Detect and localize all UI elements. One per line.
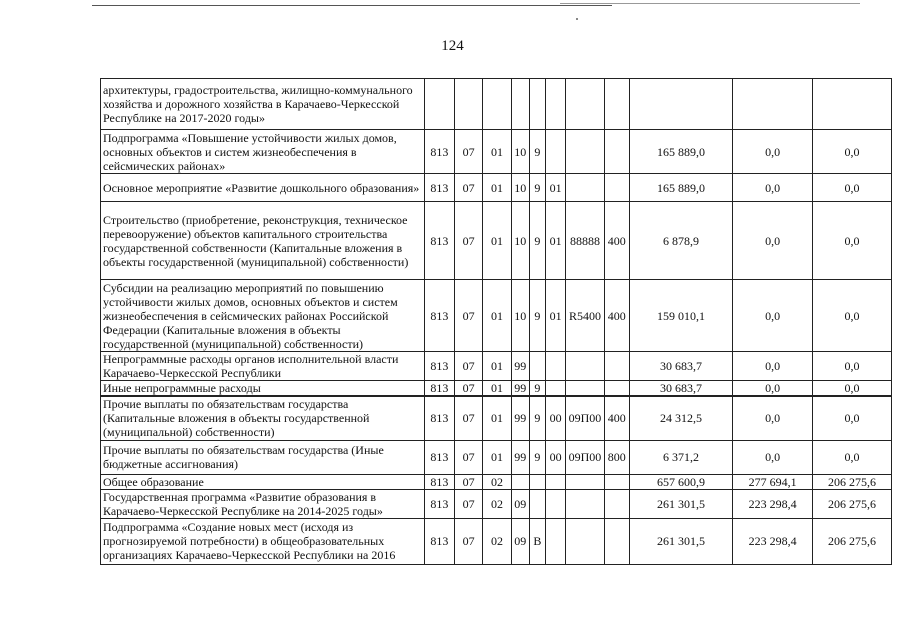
row-name-cell: Иные непрограммные расходы xyxy=(101,381,425,397)
code-cell-c3: 01 xyxy=(483,280,511,352)
code-cell-c6: 00 xyxy=(546,396,566,440)
amount-cell-v3 xyxy=(813,79,892,130)
table-row xyxy=(101,396,892,440)
table-row xyxy=(101,518,892,564)
amount-cell-v1: 6 371,2 xyxy=(629,440,732,474)
amount-cell-v3: 0,0 xyxy=(813,202,892,280)
table-row xyxy=(101,280,892,352)
code-cell-c4: 10 xyxy=(511,130,529,174)
code-cell-c5: 9 xyxy=(529,130,545,174)
table-row xyxy=(101,79,892,130)
code-cell-c7 xyxy=(566,79,604,130)
code-cell-c2: 07 xyxy=(455,280,483,352)
code-cell-c8: 400 xyxy=(604,280,629,352)
row-name-cell: Субсидии на реализацию мероприятий по повышению устойчивости жилых домов, основных объектов и систем жизнеобеспечения в сейсмических районах Российской Федерации (Капитальные вложения в объекты государственной (муниципальной) собственности) xyxy=(101,280,425,352)
code-cell-c6 xyxy=(546,381,566,397)
code-cell-c7 xyxy=(566,130,604,174)
amount-cell-v2: 0,0 xyxy=(733,381,813,397)
table-row xyxy=(101,474,892,489)
code-cell-c6 xyxy=(546,130,566,174)
row-name-cell: Государственная программа «Развитие образования в Карачаево-Черкесской Республике на 2014-2025 годы» xyxy=(101,489,425,518)
code-cell-c2: 07 xyxy=(455,174,483,202)
code-cell-c7 xyxy=(566,474,604,489)
code-cell-c6: 01 xyxy=(546,174,566,202)
code-cell-c5 xyxy=(529,474,545,489)
row-name-cell: Строительство (приобретение, реконструкция, техническое перевооружение) объектов капитального строительства государственной собственности (Капитальные вложения в объекты государственной (муниципальной) собственности) xyxy=(101,202,425,280)
code-cell-c1: 813 xyxy=(424,130,454,174)
amount-cell-v1: 165 889,0 xyxy=(629,130,732,174)
code-cell-c1: 813 xyxy=(424,489,454,518)
row-name-cell: Подпрограмма «Повышение устойчивости жилых домов, основных объектов и систем жизнеобеспечения в сейсмических районах» xyxy=(101,130,425,174)
code-cell-c6 xyxy=(546,79,566,130)
code-cell-c5: 9 xyxy=(529,396,545,440)
code-cell-c3: 01 xyxy=(483,352,511,381)
budget-table xyxy=(100,78,892,565)
table-row xyxy=(101,130,892,174)
table-row xyxy=(101,440,892,474)
code-cell-c5: 9 xyxy=(529,202,545,280)
code-cell-c4: 10 xyxy=(511,280,529,352)
code-cell-c1: 813 xyxy=(424,440,454,474)
code-cell-c5 xyxy=(529,489,545,518)
code-cell-c5: В xyxy=(529,518,545,564)
code-cell-c8: 800 xyxy=(604,440,629,474)
amount-cell-v3: 0,0 xyxy=(813,352,892,381)
code-cell-c1: 813 xyxy=(424,396,454,440)
code-cell-c4: 99 xyxy=(511,352,529,381)
amount-cell-v3: 206 275,6 xyxy=(813,489,892,518)
code-cell-c7 xyxy=(566,518,604,564)
amount-cell-v2: 223 298,4 xyxy=(733,489,813,518)
code-cell-c4: 09 xyxy=(511,489,529,518)
scan-top-line-right xyxy=(560,3,860,4)
amount-cell-v3: 0,0 xyxy=(813,174,892,202)
amount-cell-v3: 0,0 xyxy=(813,440,892,474)
table-row xyxy=(101,174,892,202)
table-row xyxy=(101,489,892,518)
amount-cell-v1: 6 878,9 xyxy=(629,202,732,280)
code-cell-c2: 07 xyxy=(455,518,483,564)
amount-cell-v3: 0,0 xyxy=(813,130,892,174)
code-cell-c2 xyxy=(455,79,483,130)
code-cell-c5: 9 xyxy=(529,381,545,397)
code-cell-c6: 00 xyxy=(546,440,566,474)
scan-top-line xyxy=(92,5,612,6)
code-cell-c1: 813 xyxy=(424,202,454,280)
amount-cell-v2: 0,0 xyxy=(733,130,813,174)
code-cell-c8: 400 xyxy=(604,202,629,280)
code-cell-c1: 813 xyxy=(424,381,454,397)
code-cell-c3: 01 xyxy=(483,174,511,202)
code-cell-c5 xyxy=(529,79,545,130)
code-cell-c8 xyxy=(604,174,629,202)
code-cell-c5: 9 xyxy=(529,440,545,474)
code-cell-c2: 07 xyxy=(455,352,483,381)
code-cell-c2: 07 xyxy=(455,130,483,174)
row-name-cell: Прочие выплаты по обязательствам государства (Иные бюджетные ассигнования) xyxy=(101,440,425,474)
amount-cell-v3: 0,0 xyxy=(813,381,892,397)
code-cell-c3: 01 xyxy=(483,202,511,280)
amount-cell-v1: 24 312,5 xyxy=(629,396,732,440)
code-cell-c6 xyxy=(546,352,566,381)
code-cell-c8 xyxy=(604,130,629,174)
code-cell-c2: 07 xyxy=(455,381,483,397)
code-cell-c3: 01 xyxy=(483,396,511,440)
code-cell-c7: 09П00 xyxy=(566,440,604,474)
code-cell-c7: 09П00 xyxy=(566,396,604,440)
amount-cell-v2: 0,0 xyxy=(733,352,813,381)
amount-cell-v2: 277 694,1 xyxy=(733,474,813,489)
code-cell-c6: 01 xyxy=(546,202,566,280)
code-cell-c4: 09 xyxy=(511,518,529,564)
amount-cell-v2: 0,0 xyxy=(733,280,813,352)
amount-cell-v3: 206 275,6 xyxy=(813,474,892,489)
amount-cell-v1: 261 301,5 xyxy=(629,489,732,518)
amount-cell-v1: 30 683,7 xyxy=(629,352,732,381)
row-name-cell: Подпрограмма «Создание новых мест (исходя из прогнозируемой потребности) в общеобразовательных организациях Карачаево-Черкесской Республики на 2016 xyxy=(101,518,425,564)
code-cell-c7 xyxy=(566,381,604,397)
code-cell-c3: 02 xyxy=(483,474,511,489)
code-cell-c7 xyxy=(566,352,604,381)
code-cell-c5: 9 xyxy=(529,174,545,202)
code-cell-c3 xyxy=(483,79,511,130)
amount-cell-v1: 657 600,9 xyxy=(629,474,732,489)
code-cell-c1: 813 xyxy=(424,518,454,564)
amount-cell-v1: 261 301,5 xyxy=(629,518,732,564)
code-cell-c2: 07 xyxy=(455,440,483,474)
amount-cell-v1 xyxy=(629,79,732,130)
code-cell-c5: 9 xyxy=(529,280,545,352)
code-cell-c3: 02 xyxy=(483,489,511,518)
amount-cell-v3: 206 275,6 xyxy=(813,518,892,564)
code-cell-c8 xyxy=(604,79,629,130)
code-cell-c6 xyxy=(546,489,566,518)
row-name-cell: Прочие выплаты по обязательствам государства (Капитальные вложения в объекты государственной (муниципальной) собственности) xyxy=(101,396,425,440)
code-cell-c1: 813 xyxy=(424,280,454,352)
amount-cell-v2: 0,0 xyxy=(733,440,813,474)
code-cell-c4: 99 xyxy=(511,440,529,474)
code-cell-c8 xyxy=(604,474,629,489)
code-cell-c2: 07 xyxy=(455,202,483,280)
row-name-cell: Непрограммные расходы органов исполнительной власти Карачаево-Черкесской Республики xyxy=(101,352,425,381)
code-cell-c3: 01 xyxy=(483,130,511,174)
code-cell-c3: 01 xyxy=(483,440,511,474)
table-row xyxy=(101,381,892,397)
amount-cell-v2: 223 298,4 xyxy=(733,518,813,564)
code-cell-c2: 07 xyxy=(455,396,483,440)
amount-cell-v3: 0,0 xyxy=(813,280,892,352)
row-name-cell: архитектуры, градостроительства, жилищно-коммунального хозяйства и дорожного хозяйства в Карачаево-Черкесской Республике на 2017-2020 годы» xyxy=(101,79,425,130)
page-number: 124 xyxy=(441,38,464,54)
code-cell-c4: 10 xyxy=(511,174,529,202)
code-cell-c6: 01 xyxy=(546,280,566,352)
code-cell-c4 xyxy=(511,79,529,130)
code-cell-c8 xyxy=(604,489,629,518)
row-name-cell: Общее образование xyxy=(101,474,425,489)
code-cell-c1: 813 xyxy=(424,474,454,489)
code-cell-c4: 99 xyxy=(511,381,529,397)
code-cell-c6 xyxy=(546,518,566,564)
amount-cell-v2: 0,0 xyxy=(733,396,813,440)
amount-cell-v1: 30 683,7 xyxy=(629,381,732,397)
code-cell-c7: R5400 xyxy=(566,280,604,352)
code-cell-c8 xyxy=(604,518,629,564)
code-cell-c1: 813 xyxy=(424,174,454,202)
code-cell-c3: 01 xyxy=(483,381,511,397)
code-cell-c1: 813 xyxy=(424,352,454,381)
table-body xyxy=(101,79,892,565)
amount-cell-v1: 165 889,0 xyxy=(629,174,732,202)
code-cell-c8 xyxy=(604,381,629,397)
scan-speck xyxy=(576,18,578,20)
row-name-cell: Основное мероприятие «Развитие дошкольного образования» xyxy=(101,174,425,202)
code-cell-c7: 88888 xyxy=(566,202,604,280)
amount-cell-v2 xyxy=(733,79,813,130)
amount-cell-v2: 0,0 xyxy=(733,174,813,202)
code-cell-c4: 99 xyxy=(511,396,529,440)
amount-cell-v2: 0,0 xyxy=(733,202,813,280)
code-cell-c7 xyxy=(566,489,604,518)
code-cell-c1 xyxy=(424,79,454,130)
amount-cell-v1: 159 010,1 xyxy=(629,280,732,352)
code-cell-c8 xyxy=(604,352,629,381)
code-cell-c5 xyxy=(529,352,545,381)
amount-cell-v3: 0,0 xyxy=(813,396,892,440)
code-cell-c2: 07 xyxy=(455,474,483,489)
code-cell-c4: 10 xyxy=(511,202,529,280)
code-cell-c6 xyxy=(546,474,566,489)
code-cell-c4 xyxy=(511,474,529,489)
code-cell-c2: 07 xyxy=(455,489,483,518)
code-cell-c8: 400 xyxy=(604,396,629,440)
table-row xyxy=(101,202,892,280)
code-cell-c3: 02 xyxy=(483,518,511,564)
table-row xyxy=(101,352,892,381)
code-cell-c7 xyxy=(566,174,604,202)
